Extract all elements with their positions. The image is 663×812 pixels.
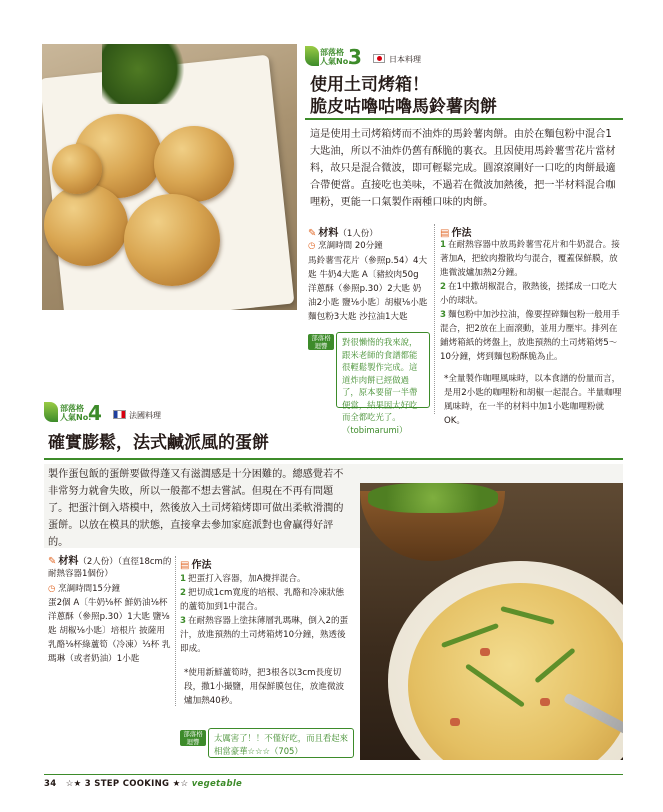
- footer-divider: [44, 774, 623, 775]
- page-footer: [44, 779, 242, 789]
- rank-number: 4: [88, 401, 102, 425]
- ingredients-list: 馬鈴薯雪花片（參照p.54）4大匙 牛奶4大匙 A〔豬絞肉50g 洋蔥酥（參照p.30）2大匙 奶油2小匙 鹽⅛小匙〕胡椒⅛小匙 麵包粉3大匙 沙拉油1大匙: [308, 256, 428, 322]
- croquette-ball: [44, 184, 128, 266]
- bacon-piece: [480, 648, 490, 656]
- method-heading: ▤ 作法: [440, 228, 472, 239]
- popularity-badge: [320, 48, 351, 66]
- document-icon: ▤: [180, 560, 190, 571]
- bacon-piece: [540, 698, 550, 706]
- recipe-title-line: 使用土司烤箱！: [310, 75, 429, 95]
- column-divider: [434, 224, 435, 414]
- clock-icon: ◷: [308, 241, 316, 251]
- category-name: vegetable: [191, 779, 243, 789]
- recipe-title: 確實膨鬆，法式鹹派風的蛋餅: [48, 433, 269, 453]
- cuisine-label: 日本料理: [389, 55, 421, 64]
- method-note: *使用新鮮蘆筍時，把3根各以3cm長度切段，撒1小撮鹽，用保鮮膜包住，放進微波爐加熱40秒。: [184, 668, 345, 706]
- recipe-intro: 這是使用土司烤箱烤而不油炸的馬鈴薯肉餅。由於在麵包粉中混合1大匙油，所以不油炸仍舊有酥脆的裏衣。且因使用馬鈴薯雪花片當材料，故只是混合微波，即可輕鬆完成。圓滾滾剛好一口吃的肉餅最適合帶便當。直接吃也美味，不過若在微波加熱後，把一半材料混合咖哩粉，更能一口氣製作兩種口味的肉餅。: [310, 129, 616, 208]
- method-steps: [440, 238, 623, 428]
- ingredients-heading: ✎ 材料（2人份）（直徑18cm的耐熱容器1個份）: [48, 556, 172, 579]
- badge-label: 部落格: [320, 48, 344, 57]
- page-number: 34: [44, 779, 57, 789]
- parsley-garnish: [102, 44, 192, 104]
- ingredients-heading: ✎ 材料（1人份）: [308, 228, 378, 239]
- cooking-time: ◷ 烹調時間15分鐘: [48, 584, 120, 594]
- blog-comment: 對很懶惰的我來說，跟米老師的食譜都能很輕鬆製作完成。這道炸肉餅已經做過了，原本要留一半帶便當，結果因太好吃而全都吃光了。（tobimarumi）: [336, 332, 430, 408]
- croquette-photo: [42, 44, 297, 310]
- series-name: ☆★ 3 STEP COOKING ★☆: [65, 779, 189, 789]
- method-note: *全量製作咖哩風味時，以本食譜的份量而言，是用2小匙的咖哩粉和胡椒一起混合。半量咖哩風味時，在一半的材料中加1小匙咖哩粉就OK。: [444, 374, 622, 426]
- recipe-intro: 製作蛋包飯的蛋餅要做得蓬又有滋潤感是十分困難的。總感覺若不非常努力就會失敗，所以一般都不想去嘗試。但現在不再有問題了。把蛋汁倒入塔模中，然後放入土司烤箱烤即可做出柔軟滑潤的蛋餅。以放在模具的狀態，直接拿去參加家庭派對也會贏得好評的。: [48, 469, 344, 548]
- document-icon: ▤: [440, 228, 450, 239]
- method-step: 1 在耐熱容器中放馬鈴薯雪花片和牛奶混合。接著加A，把絞肉撥散均勻混合，覆蓋保鮮膜，放進微波爐加熱2分鐘。: [440, 240, 620, 278]
- recipe-title: [310, 74, 497, 118]
- croquette-ball: [52, 144, 102, 194]
- method-step: 1 把蛋打入容器，加A攪拌混合。: [180, 574, 306, 584]
- blog-comment: 太厲害了！！不僅好吃，而且看起來相當豪華☆☆☆（705）: [208, 728, 354, 758]
- title-divider: [44, 458, 623, 460]
- method-step: 3 在耐熱容器上塗抹薄層乳瑪琳，倒入2的蛋汁，放進預熱的土司烤箱烤10分鐘，熟透後即成。: [180, 616, 349, 654]
- badge-label: 人氣No.: [320, 57, 352, 66]
- method-step: 3 麵包粉中加沙拉油，像要捏碎麵包粉一般用手混合，把2放在上面滾動，並用力壓牢。排列在鋪烤箱紙的烤盤上，放進預熱的土司烤箱烤5～10分鐘，烤到麵包粉酥脆為止。: [440, 310, 620, 362]
- japan-flag-icon: [373, 54, 385, 63]
- croquette-ball: [124, 194, 220, 286]
- bacon-piece: [450, 718, 460, 726]
- method-heading: ▤ 作法: [180, 560, 212, 571]
- badge-label: 人氣No.: [60, 413, 92, 422]
- leaf-icon: [305, 46, 319, 66]
- france-flag-icon: [113, 410, 126, 419]
- recipe-title-line: 脆皮咕嚕咕嚕馬鈴薯肉餅: [310, 97, 497, 117]
- rank-number: 3: [348, 45, 362, 69]
- column-divider: [175, 556, 176, 706]
- badge-label: 部落格: [60, 404, 84, 413]
- method-step: 2 把切成1cm寬度的培根、乳酪和冷凍狀態的蘆筍加到1中混合。: [180, 588, 345, 612]
- comment-tag: 部落格 迴響: [308, 334, 334, 350]
- leaf-icon: [44, 402, 58, 422]
- quiche-photo: [360, 483, 623, 760]
- method-steps: [180, 572, 352, 708]
- salad-greens: [368, 483, 498, 513]
- ingredients-list: 蛋2個 A〔牛奶⅛杯 鮮奶油⅛杯 洋蔥酥（參照p.30）1大匙 鹽⅛匙 胡椒⅛小匙〕培根片 披薩用乳酪⅛杯綠蘆筍（冷凍）⅓杯 乳瑪琳（或者奶油）1小匙: [48, 598, 171, 664]
- clock-icon: ◷: [48, 584, 56, 594]
- cuisine-label: 法國料理: [129, 411, 161, 420]
- croquette-ball: [154, 126, 234, 202]
- popularity-badge: [60, 404, 91, 422]
- comment-tag: 部落格 迴響: [180, 730, 206, 746]
- cooking-time: ◷ 烹調時間 20分鐘: [308, 241, 383, 251]
- method-step: 2 在1中撒胡椒混合，散熱後，搓揉成一口吃大小的球狀。: [440, 282, 617, 306]
- title-divider: [305, 118, 623, 120]
- pencil-icon: ✎: [48, 556, 57, 567]
- pencil-icon: ✎: [308, 228, 317, 239]
